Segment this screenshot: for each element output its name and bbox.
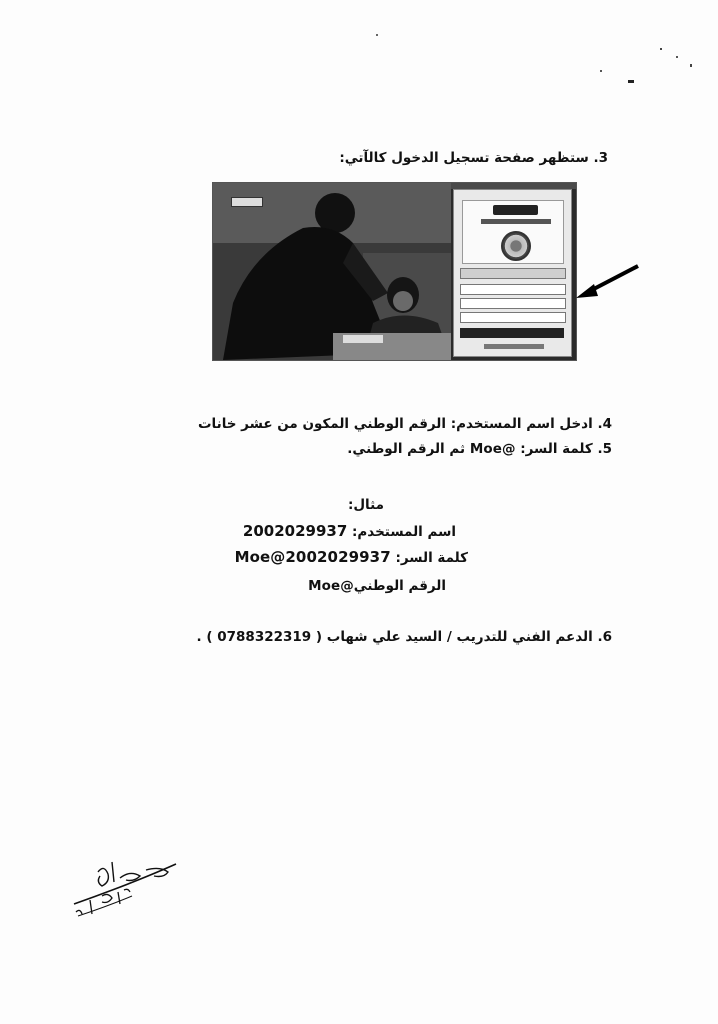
login-panel bbox=[453, 189, 572, 357]
step-5-text: كلمة السر: @Moe ثم الرقم الوطني. bbox=[347, 441, 593, 457]
scan-speck bbox=[676, 56, 678, 58]
username-field bbox=[460, 284, 566, 295]
step-4-number: 4. bbox=[597, 416, 612, 432]
ministry-logo-card bbox=[462, 200, 564, 264]
step-5 bbox=[347, 441, 612, 457]
password-field bbox=[460, 298, 566, 309]
step-3 bbox=[339, 150, 608, 166]
scan-speck bbox=[628, 80, 634, 83]
step-6-number: 6. bbox=[597, 629, 612, 645]
login-page-screenshot bbox=[212, 182, 577, 361]
step-4 bbox=[198, 416, 612, 432]
ministry-emblem-icon bbox=[501, 231, 531, 261]
step-6 bbox=[197, 629, 612, 645]
step-5-number: 5. bbox=[597, 441, 612, 457]
example-username-value: 2002029937 bbox=[242, 522, 348, 540]
forgot-password-link bbox=[484, 344, 544, 349]
scan-speck bbox=[600, 70, 602, 72]
scan-speck bbox=[376, 34, 378, 36]
photo-overlay-button bbox=[231, 197, 263, 207]
handwritten-signature bbox=[68, 852, 188, 922]
teacher-student-photo bbox=[213, 183, 451, 360]
logo-title-mark bbox=[493, 205, 538, 215]
scan-speck bbox=[660, 48, 662, 50]
scan-speck bbox=[690, 64, 692, 67]
step-3-number: 3. bbox=[593, 150, 608, 166]
pointer-arrow-icon bbox=[572, 262, 642, 302]
example-heading: مثال: bbox=[347, 497, 384, 513]
login-button bbox=[460, 328, 564, 338]
example-password-value: Moe@2002029937 bbox=[234, 548, 391, 566]
step-6-text: الدعم الفني للتدريب / السيد علي شهاب ( 0788322319 ) . bbox=[196, 629, 593, 645]
step-3-text: ستظهر صفحة تسجيل الدخول كالآتي: bbox=[339, 150, 589, 166]
example-username-line bbox=[243, 522, 456, 540]
login-header-bar bbox=[460, 268, 566, 279]
example-pattern: الرقم الوطني@Moe bbox=[308, 578, 446, 594]
example-password-line bbox=[235, 548, 468, 566]
logo-subtitle-mark bbox=[481, 219, 551, 224]
example-password-label: كلمة السر: bbox=[395, 550, 468, 566]
remember-field bbox=[460, 312, 566, 323]
step-4-text: ادخل اسم المستخدم: الرقم الوطني المكون من عشر خانات bbox=[197, 416, 593, 432]
example-username-label: اسم المستخدم: bbox=[351, 524, 456, 540]
